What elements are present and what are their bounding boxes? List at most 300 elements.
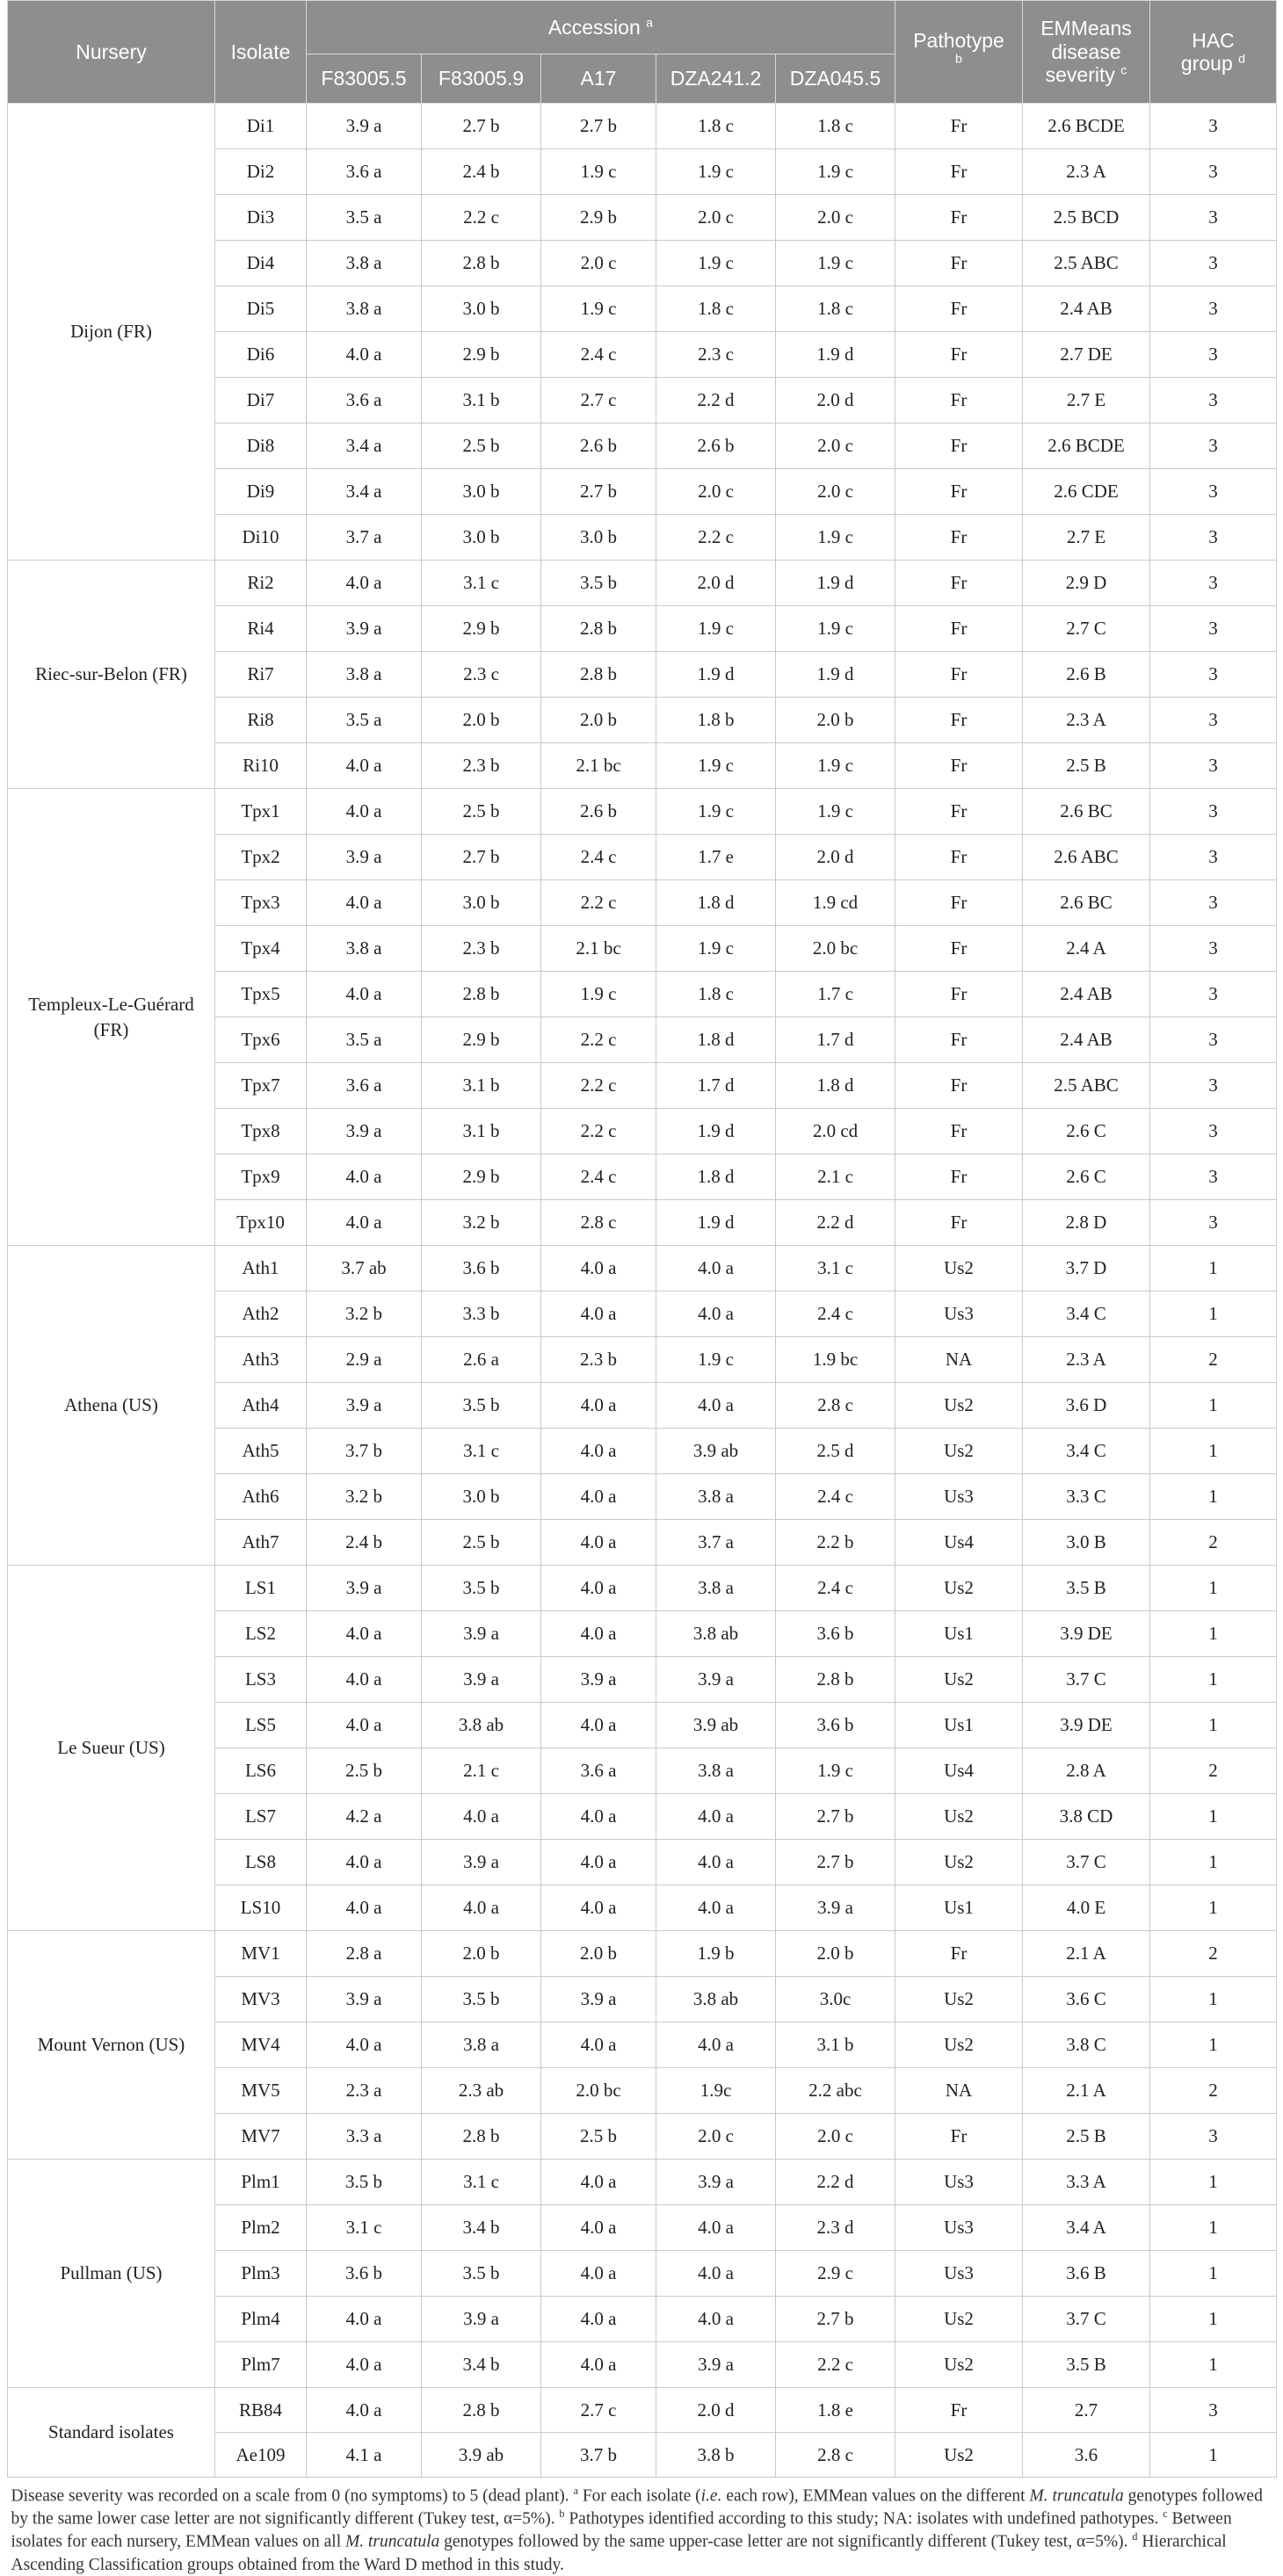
pathotype-cell: Us4 — [895, 1748, 1023, 1794]
isolate-cell: Plm7 — [215, 2342, 307, 2388]
accession-value: 2.2 abc — [776, 2068, 895, 2114]
accession-value: 2.5 b — [422, 789, 541, 835]
isolate-cell: Ath5 — [215, 1429, 307, 1474]
hac-group-cell: 1 — [1150, 1292, 1277, 1337]
accession-value: 3.1 b — [776, 2022, 895, 2068]
accession-value: 2.1 c — [422, 1748, 541, 1794]
accession-value: 1.7 d — [776, 1017, 895, 1063]
isolate-cell: Ri8 — [215, 698, 307, 743]
accession-value: 2.7 b — [541, 469, 656, 515]
accession-value: 3.6 b — [776, 1703, 895, 1748]
hac-group-cell: 3 — [1150, 286, 1277, 332]
pathotype-cell: Us2 — [895, 1429, 1023, 1474]
accession-value: 2.7 b — [776, 2297, 895, 2342]
accession-value: 3.8 b — [656, 2433, 776, 2478]
emmeans-cell: 2.6 C — [1023, 1109, 1150, 1154]
pathotype-cell: Fr — [895, 652, 1023, 698]
accession-value: 2.7 c — [541, 2388, 656, 2433]
header-accession-col: DZA045.5 — [776, 54, 895, 104]
accession-value: 3.8 a — [307, 926, 422, 972]
accession-value: 4.0 a — [541, 2342, 656, 2388]
accession-value: 1.8 c — [656, 286, 776, 332]
accession-value: 2.3 ab — [422, 2068, 541, 2114]
pathotype-cell: Fr — [895, 2114, 1023, 2160]
hac-group-cell: 3 — [1150, 332, 1277, 378]
accession-value: 4.0 a — [541, 1566, 656, 1611]
accession-value: 2.2 c — [776, 2342, 895, 2388]
pathotype-cell: Fr — [895, 286, 1023, 332]
emmeans-cell: 2.7 C — [1023, 606, 1150, 652]
accession-value: 4.0 a — [541, 1292, 656, 1337]
emmeans-cell: 2.1 A — [1023, 2068, 1150, 2114]
accession-value: 2.0 b — [776, 1931, 895, 1977]
accession-value: 4.0 a — [307, 1154, 422, 1200]
pathotype-cell: Fr — [895, 104, 1023, 149]
accession-value: 2.2 c — [541, 1017, 656, 1063]
isolate-cell: LS8 — [215, 1840, 307, 1885]
table-row — [8, 561, 1277, 606]
pathotype-cell: Us2 — [895, 2022, 1023, 2068]
emmeans-cell: 3.3 C — [1023, 1474, 1150, 1520]
isolate-cell: Plm3 — [215, 2251, 307, 2297]
table-row — [8, 2388, 1277, 2433]
accession-value: 1.7 e — [656, 835, 776, 880]
isolate-cell: MV1 — [215, 1931, 307, 1977]
accession-value: 4.0 a — [307, 1611, 422, 1657]
isolate-cell: Tpx6 — [215, 1017, 307, 1063]
table-row — [8, 789, 1277, 835]
accession-value: 4.0 a — [541, 2022, 656, 2068]
emmeans-cell: 3.7 C — [1023, 1840, 1150, 1885]
emmeans-cell: 2.5 BCD — [1023, 195, 1150, 241]
accession-value: 1.8 c — [656, 104, 776, 149]
accession-value: 1.9 b — [656, 1931, 776, 1977]
emmeans-cell: 3.4 C — [1023, 1429, 1150, 1474]
accession-value: 3.8 ab — [422, 1703, 541, 1748]
accession-value: 4.0 a — [307, 1885, 422, 1931]
accession-value: 4.0 a — [656, 2251, 776, 2297]
header-nursery: Nursery — [8, 1, 215, 104]
accession-value: 3.7 b — [541, 2433, 656, 2478]
isolate-cell: Tpx4 — [215, 926, 307, 972]
accession-value: 4.0 a — [541, 1885, 656, 1931]
accession-value: 2.0 c — [656, 2114, 776, 2160]
accession-value: 3.1 b — [422, 378, 541, 423]
accession-value: 2.5 d — [776, 1429, 895, 1474]
isolate-cell: Ath3 — [215, 1337, 307, 1383]
pathotype-cell: Fr — [895, 195, 1023, 241]
accession-value: 3.4 b — [422, 2342, 541, 2388]
pathotype-cell: Fr — [895, 1063, 1023, 1109]
accession-value: 3.8 a — [656, 1566, 776, 1611]
accession-value: 2.0 b — [422, 698, 541, 743]
accession-value: 3.6 a — [541, 1748, 656, 1794]
accession-value: 2.2 d — [776, 2160, 895, 2205]
hac-group-cell: 1 — [1150, 2022, 1277, 2068]
isolate-cell: LS2 — [215, 1611, 307, 1657]
accession-value: 3.5 b — [541, 561, 656, 606]
emmeans-cell: 2.8 D — [1023, 1200, 1150, 1246]
accession-value: 4.0 a — [656, 2205, 776, 2251]
accession-value: 1.7 c — [776, 972, 895, 1017]
pathotype-cell: Fr — [895, 515, 1023, 561]
accession-value: 2.5 b — [307, 1748, 422, 1794]
accession-value: 2.8 b — [776, 1657, 895, 1703]
emmeans-cell: 3.6 C — [1023, 1977, 1150, 2022]
accession-value: 2.0 d — [776, 378, 895, 423]
hac-group-cell: 3 — [1150, 1200, 1277, 1246]
accession-value: 4.0 a — [541, 2205, 656, 2251]
accession-value: 4.0 a — [307, 2297, 422, 2342]
isolate-cell: Di9 — [215, 469, 307, 515]
accession-value: 2.8 b — [422, 972, 541, 1017]
accession-value: 3.5 b — [422, 2251, 541, 2297]
isolate-cell: Tpx1 — [215, 789, 307, 835]
pathotype-cell: Fr — [895, 2388, 1023, 2433]
accession-value: 4.0 a — [541, 2251, 656, 2297]
accession-value: 2.7 b — [776, 1794, 895, 1840]
table-row — [8, 1931, 1277, 1977]
accession-value: 4.0 a — [541, 1611, 656, 1657]
accession-value: 4.0 a — [307, 880, 422, 926]
accession-value: 3.8 a — [307, 241, 422, 286]
isolate-cell: MV5 — [215, 2068, 307, 2114]
hac-group-cell: 3 — [1150, 561, 1277, 606]
accession-value: 2.3 a — [307, 2068, 422, 2114]
header-accession-col: F83005.9 — [422, 54, 541, 104]
accession-value: 3.9 a — [776, 1885, 895, 1931]
accession-value: 4.0 a — [307, 1657, 422, 1703]
emmeans-cell: 3.5 B — [1023, 2342, 1150, 2388]
accession-value: 1.9 d — [776, 561, 895, 606]
accession-value: 3.0 b — [422, 880, 541, 926]
accession-value: 3.0 b — [541, 515, 656, 561]
isolate-cell: Tpx8 — [215, 1109, 307, 1154]
hac-group-cell: 1 — [1150, 1246, 1277, 1292]
accession-value: 4.0 a — [656, 2022, 776, 2068]
accession-value: 2.0 b — [541, 1931, 656, 1977]
accession-value: 3.8 a — [656, 1474, 776, 1520]
isolate-cell: Tpx2 — [215, 835, 307, 880]
accession-value: 2.9 b — [422, 606, 541, 652]
accession-value: 1.9 c — [541, 149, 656, 195]
accession-value: 1.8 c — [776, 286, 895, 332]
accession-value: 1.8 b — [656, 698, 776, 743]
accession-value: 3.6 b — [307, 2251, 422, 2297]
hac-group-cell: 3 — [1150, 880, 1277, 926]
accession-value: 1.9 c — [656, 149, 776, 195]
accession-value: 1.8 d — [656, 880, 776, 926]
accession-value: 3.6 a — [307, 149, 422, 195]
accession-value: 2.4 c — [776, 1292, 895, 1337]
emmeans-cell: 3.8 C — [1023, 2022, 1150, 2068]
header-hac-group: HAC group $^d$ — [1150, 1, 1277, 104]
table-row — [8, 1566, 1277, 1611]
hac-group-cell: 3 — [1150, 104, 1277, 149]
isolate-cell: Di1 — [215, 104, 307, 149]
hac-group-cell: 1 — [1150, 2297, 1277, 2342]
emmeans-cell: 2.6 C — [1023, 1154, 1150, 1200]
accession-value: 2.3 d — [776, 2205, 895, 2251]
emmeans-cell: 3.9 DE — [1023, 1611, 1150, 1657]
emmeans-cell: 2.9 D — [1023, 561, 1150, 606]
isolate-cell: Tpx3 — [215, 880, 307, 926]
accession-value: 2.6 b — [541, 789, 656, 835]
accession-value: 2.9 b — [541, 195, 656, 241]
accession-value: 3.9 a — [307, 606, 422, 652]
isolate-cell: Plm2 — [215, 2205, 307, 2251]
accession-value: 2.3 c — [656, 332, 776, 378]
nursery-cell: Dijon (FR) — [8, 104, 215, 561]
pathotype-cell: Fr — [895, 378, 1023, 423]
table-row — [8, 2160, 1277, 2205]
hac-group-cell: 2 — [1150, 1931, 1277, 1977]
emmeans-cell: 2.5 B — [1023, 2114, 1150, 2160]
accession-value: 4.2 a — [307, 1794, 422, 1840]
isolate-cell: LS3 — [215, 1657, 307, 1703]
header-accession-col: F83005.5 — [307, 54, 422, 104]
accession-value: 3.8 a — [422, 2022, 541, 2068]
accession-value: 3.0 b — [422, 1474, 541, 1520]
accession-value: 2.0 c — [656, 469, 776, 515]
accession-value: 1.9 d — [776, 332, 895, 378]
emmeans-cell: 2.6 BC — [1023, 880, 1150, 926]
accession-value: 4.0 a — [541, 1520, 656, 1566]
hac-group-cell: 3 — [1150, 195, 1277, 241]
emmeans-cell: 3.0 B — [1023, 1520, 1150, 1566]
accession-value: 3.2 b — [422, 1200, 541, 1246]
hac-group-cell: 3 — [1150, 1154, 1277, 1200]
accession-value: 3.2 b — [307, 1474, 422, 1520]
accession-value: 3.9 ab — [656, 1429, 776, 1474]
accession-value: 4.0 a — [541, 1794, 656, 1840]
emmeans-cell: 2.4 AB — [1023, 286, 1150, 332]
accession-value: 4.0 a — [541, 1246, 656, 1292]
accession-value: 3.1 c — [776, 1246, 895, 1292]
accession-value: 4.0 a — [541, 1840, 656, 1885]
pathotype-cell: Us3 — [895, 2251, 1023, 2297]
pathotype-cell: Us3 — [895, 2160, 1023, 2205]
accession-value: 4.0 a — [656, 1383, 776, 1429]
accession-value: 2.2 c — [541, 880, 656, 926]
emmeans-cell: 2.3 A — [1023, 698, 1150, 743]
pathotype-cell: Us3 — [895, 2205, 1023, 2251]
accession-value: 2.0 d — [776, 835, 895, 880]
isolate-cell: Di4 — [215, 241, 307, 286]
hac-group-cell: 1 — [1150, 1474, 1277, 1520]
accession-value: 4.0 a — [656, 1246, 776, 1292]
pathotype-cell: Fr — [895, 1017, 1023, 1063]
accession-value: 3.8 ab — [656, 1977, 776, 2022]
emmeans-cell: 2.6 BC — [1023, 789, 1150, 835]
accession-value: 4.0 a — [541, 1383, 656, 1429]
accession-value: 4.0 a — [307, 789, 422, 835]
hac-group-cell: 2 — [1150, 2068, 1277, 2114]
accession-value: 2.9 b — [422, 1154, 541, 1200]
accession-value: 2.7 b — [541, 104, 656, 149]
emmeans-cell: 2.4 AB — [1023, 972, 1150, 1017]
emmeans-cell: 2.3 A — [1023, 149, 1150, 195]
pathotype-cell: Us2 — [895, 1383, 1023, 1429]
accession-value: 3.9 a — [422, 2297, 541, 2342]
emmeans-cell: 2.7 DE — [1023, 332, 1150, 378]
accession-value: 3.1 c — [307, 2205, 422, 2251]
accession-value: 2.8 c — [776, 1383, 895, 1429]
isolate-cell: RB84 — [215, 2388, 307, 2433]
hac-group-cell: 3 — [1150, 743, 1277, 789]
emmeans-cell: 3.6 D — [1023, 1383, 1150, 1429]
emmeans-cell: 2.7 E — [1023, 515, 1150, 561]
accession-value: 2.9 a — [307, 1337, 422, 1383]
accession-value: 2.0 c — [776, 469, 895, 515]
accession-value: 3.9 a — [307, 1109, 422, 1154]
accession-value: 2.7 b — [776, 1840, 895, 1885]
pathotype-cell: Us1 — [895, 1703, 1023, 1748]
emmeans-cell: 2.6 BCDE — [1023, 104, 1150, 149]
hac-group-cell: 3 — [1150, 2388, 1277, 2433]
hac-group-cell: 3 — [1150, 515, 1277, 561]
pathotype-cell: Fr — [895, 789, 1023, 835]
emmeans-cell: 2.6 CDE — [1023, 469, 1150, 515]
accession-value: 2.2 c — [541, 1109, 656, 1154]
hac-group-cell: 1 — [1150, 1840, 1277, 1885]
isolate-cell: MV3 — [215, 1977, 307, 2022]
accession-value: 4.0 a — [307, 1200, 422, 1246]
pathotype-cell: Us2 — [895, 1657, 1023, 1703]
table-row — [8, 104, 1277, 149]
accession-value: 2.0 c — [776, 195, 895, 241]
emmeans-cell: 3.5 B — [1023, 1566, 1150, 1611]
accession-value: 3.5 a — [307, 1017, 422, 1063]
accession-value: 1.9 c — [656, 241, 776, 286]
accession-value: 3.7 ab — [307, 1246, 422, 1292]
accession-value: 3.7 a — [307, 515, 422, 561]
emmeans-cell: 2.6 ABC — [1023, 835, 1150, 880]
accession-value: 1.9 c — [541, 286, 656, 332]
hac-group-cell: 3 — [1150, 972, 1277, 1017]
pathotype-cell: Us2 — [895, 1977, 1023, 2022]
accession-value: 3.9 a — [422, 1657, 541, 1703]
emmeans-cell: 3.7 D — [1023, 1246, 1150, 1292]
hac-group-cell: 1 — [1150, 1885, 1277, 1931]
accession-value: 3.9 a — [307, 1383, 422, 1429]
accession-value: 3.0 b — [422, 515, 541, 561]
hac-group-cell: 1 — [1150, 1657, 1277, 1703]
hac-group-cell: 1 — [1150, 1977, 1277, 2022]
pathotype-cell: Us2 — [895, 2342, 1023, 2388]
accession-value: 2.8 b — [422, 2388, 541, 2433]
accession-value: 4.0 a — [656, 1885, 776, 1931]
pathotype-cell: Us1 — [895, 1885, 1023, 1931]
accession-value: 1.9 c — [656, 926, 776, 972]
accession-value: 3.4 a — [307, 469, 422, 515]
pathotype-cell: Us2 — [895, 1566, 1023, 1611]
accession-value: 3.9 a — [307, 1566, 422, 1611]
accession-value: 3.2 b — [307, 1292, 422, 1337]
header-isolate: Isolate — [215, 1, 307, 104]
accession-value: 2.8 b — [541, 652, 656, 698]
isolate-cell: Di8 — [215, 423, 307, 469]
isolate-cell: Ri2 — [215, 561, 307, 606]
accession-value: 4.0 a — [656, 2297, 776, 2342]
accession-value: 2.2 d — [656, 378, 776, 423]
accession-value: 4.0 a — [307, 972, 422, 1017]
accession-value: 3.3 b — [422, 1292, 541, 1337]
accession-value: 4.0 a — [307, 2388, 422, 2433]
accession-value: 1.9 d — [656, 1200, 776, 1246]
isolate-cell: LS5 — [215, 1703, 307, 1748]
isolate-cell: LS1 — [215, 1566, 307, 1611]
accession-value: 4.0 a — [541, 1703, 656, 1748]
accession-value: 3.1 c — [422, 1429, 541, 1474]
accession-value: 3.8 a — [656, 1748, 776, 1794]
accession-value: 3.9 a — [541, 1977, 656, 2022]
accession-value: 3.8 a — [307, 652, 422, 698]
pathotype-cell: Us2 — [895, 1246, 1023, 1292]
accession-value: 3.6 a — [307, 378, 422, 423]
accession-value: 3.8 a — [307, 286, 422, 332]
isolate-cell: Tpx5 — [215, 972, 307, 1017]
accession-value: 2.5 b — [422, 423, 541, 469]
isolate-cell: Di6 — [215, 332, 307, 378]
accession-value: 3.0 b — [422, 469, 541, 515]
nursery-cell: Athena (US) — [8, 1246, 215, 1566]
accession-value: 3.5 b — [422, 1566, 541, 1611]
accession-value: 4.0 a — [422, 1794, 541, 1840]
accession-value: 1.9 cd — [776, 880, 895, 926]
accession-value: 2.0 d — [656, 561, 776, 606]
header-accession: Accession $^a$ — [307, 1, 895, 54]
emmeans-cell: 2.8 A — [1023, 1748, 1150, 1794]
isolate-cell: MV4 — [215, 2022, 307, 2068]
accession-value: 4.0 a — [307, 2022, 422, 2068]
accession-value: 4.0 a — [307, 2342, 422, 2388]
isolate-cell: Ath4 — [215, 1383, 307, 1429]
accession-value: 2.8 a — [307, 1931, 422, 1977]
hac-group-cell: 1 — [1150, 2342, 1277, 2388]
accession-value: 3.5 a — [307, 698, 422, 743]
emmeans-cell: 3.6 B — [1023, 2251, 1150, 2297]
accession-value: 2.1 c — [776, 1154, 895, 1200]
pathotype-cell: Fr — [895, 561, 1023, 606]
accession-value: 2.7 b — [422, 104, 541, 149]
accession-value: 1.9 c — [656, 743, 776, 789]
accession-value: 2.4 c — [776, 1474, 895, 1520]
hac-group-cell: 3 — [1150, 926, 1277, 972]
pathotype-cell: Fr — [895, 1109, 1023, 1154]
table-row — [8, 1246, 1277, 1292]
accession-value: 1.9 d — [776, 652, 895, 698]
nursery-cell: Mount Vernon (US) — [8, 1931, 215, 2160]
accession-value: 1.9 d — [656, 1109, 776, 1154]
emmeans-cell: 3.4 A — [1023, 2205, 1150, 2251]
accession-value: 2.4 c — [541, 1154, 656, 1200]
isolate-cell: Ri10 — [215, 743, 307, 789]
accession-value: 3.5 b — [307, 2160, 422, 2205]
accession-value: 1.8 c — [656, 972, 776, 1017]
accession-value: 3.1 b — [422, 1109, 541, 1154]
accession-value: 4.0 a — [656, 1840, 776, 1885]
emmeans-cell: 2.6 BCDE — [1023, 423, 1150, 469]
nursery-cell: Templeux-Le-Guérard (FR) — [8, 789, 215, 1246]
accession-value: 1.8 d — [656, 1017, 776, 1063]
accession-value: 2.7 c — [541, 378, 656, 423]
accession-value: 2.0 cd — [776, 1109, 895, 1154]
hac-group-cell: 2 — [1150, 1520, 1277, 1566]
hac-group-cell: 3 — [1150, 606, 1277, 652]
accession-value: 2.4 c — [541, 835, 656, 880]
pathotype-cell: Fr — [895, 926, 1023, 972]
